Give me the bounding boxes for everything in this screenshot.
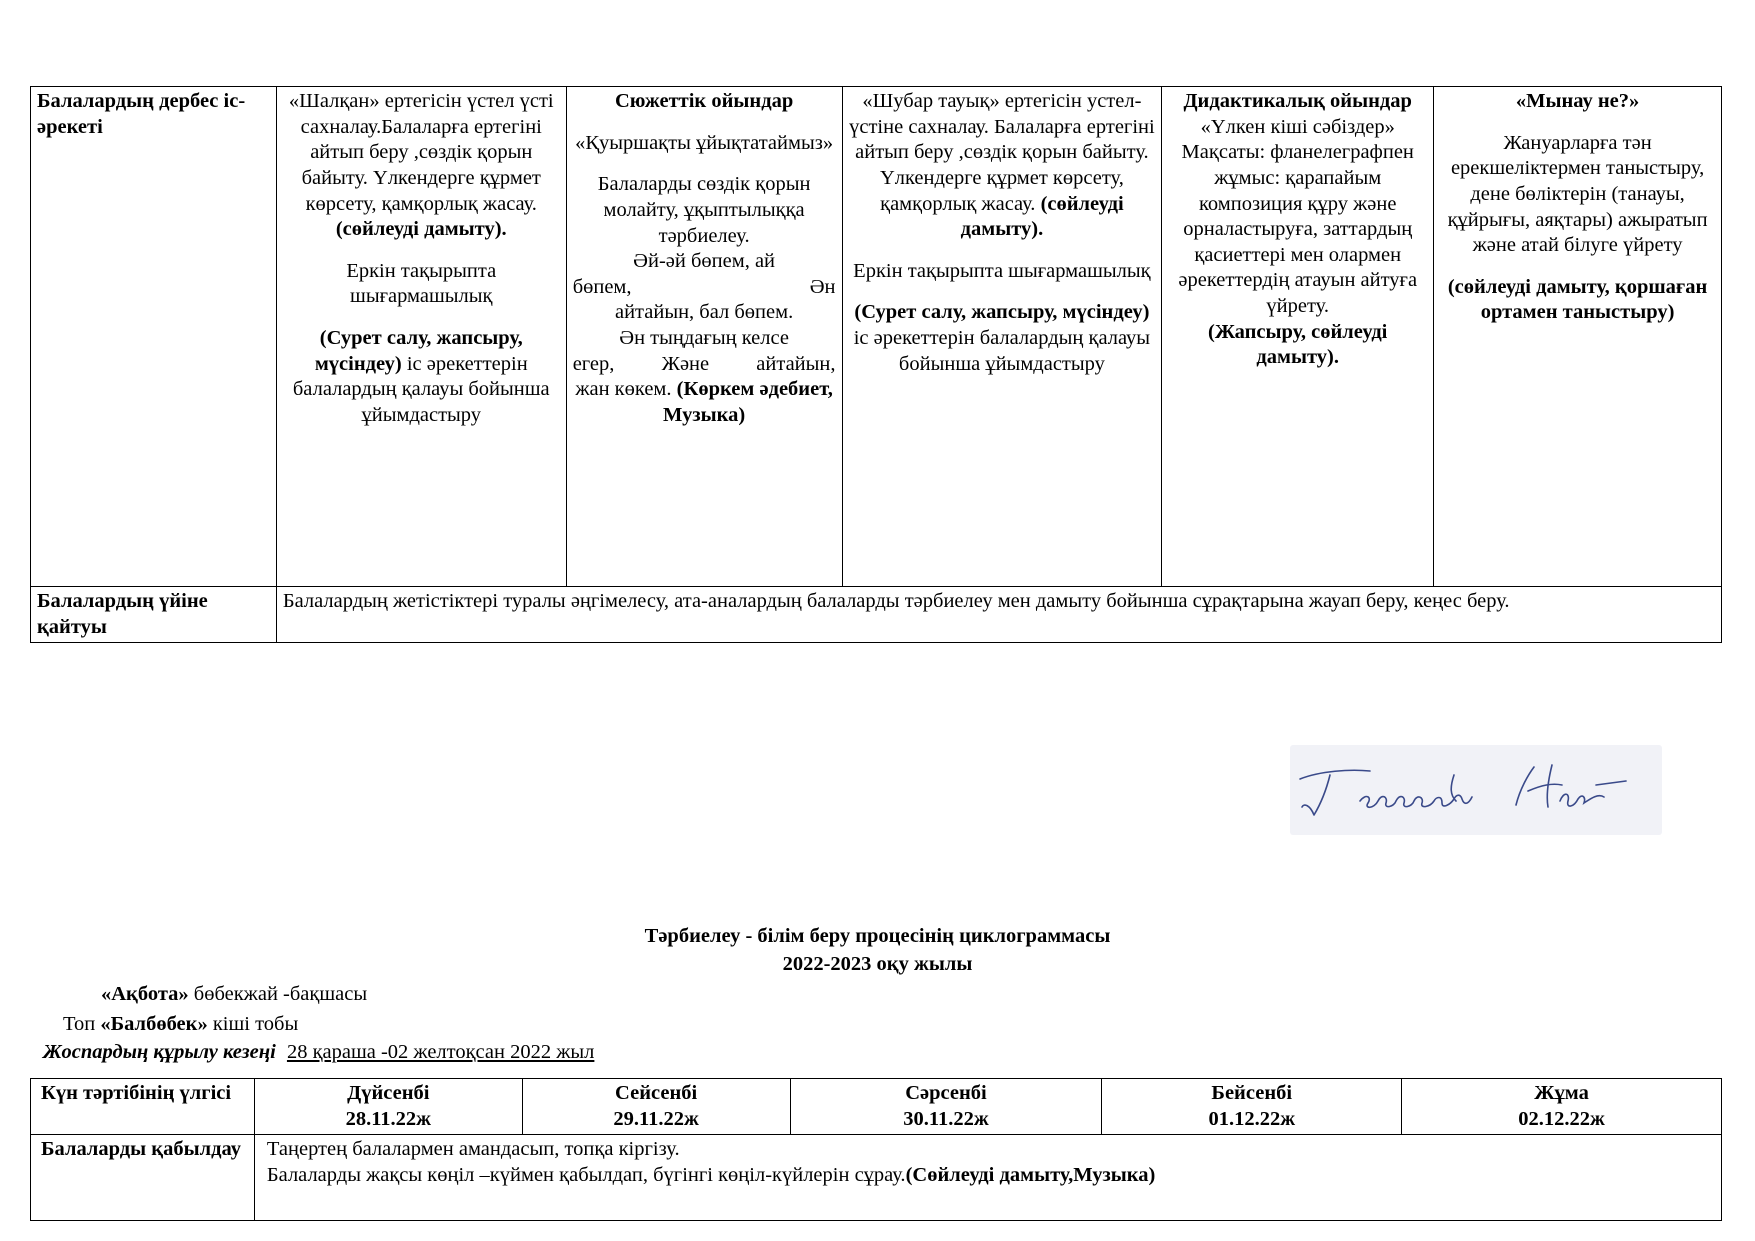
going-home-row (31, 587, 1722, 643)
group-suffix: кіші тобы (212, 1013, 299, 1035)
reception-line: Балаларды жақсы көңіл –күймен қабылдап, бүгінгі көңіл-күйлерін сұрау. (266, 1163, 906, 1186)
day-name: Сәрсенбі (905, 1082, 987, 1104)
activity-cell-4 (1162, 87, 1434, 587)
day-date: 01.12.22ж (1208, 1107, 1296, 1130)
activity-cell-1 (276, 87, 566, 587)
activity-text: іс әрекеттерін балалардың қалауы бойынша ұйымдастыру (853, 327, 1151, 375)
activity-text: «Шалқан» ертегісін үстел үсті сахналау.Балаларға ертегіні айтып беру ,сөздік қорын байыту. Үлкендерге құрмет көрсету, қамқорлық жасау. (288, 90, 554, 215)
activity-cell-5 (1434, 87, 1722, 587)
song-line: бөпем, (572, 275, 632, 298)
schedule-table (30, 1078, 1722, 1221)
signature-icon (1290, 745, 1662, 835)
period-line (43, 1040, 594, 1066)
activity-text: Еркін тақырыпта шығармашылық (346, 259, 497, 308)
independent-activity-row (31, 87, 1722, 587)
game-name: «Қуыршақты ұйықтатаймыз» (575, 131, 834, 154)
day-column-3 (790, 1079, 1102, 1135)
activity-title: Дидактикалық ойындар (1183, 90, 1412, 112)
day-column-4 (1102, 1079, 1402, 1135)
period-value: 28 қараша -02 желтоқсан 2022 жыл (286, 1041, 595, 1063)
reception-subject: (Сөйлеуді дамыту,Музыка) (905, 1163, 1156, 1186)
day-date: 28.11.22ж (345, 1107, 432, 1130)
activity-subject: (Көркем әдебиет, Музыка) (663, 378, 833, 426)
song-line: Әй-әй бөпем, ай (633, 250, 776, 273)
activity-cell-2 (566, 87, 842, 587)
song-line: егер, (572, 352, 615, 375)
activity-goal: Балаларды сөздік қорын молайту, ұқыптылыққа тәрбиелеу. (597, 173, 811, 247)
period-label: Жоспардың құрылу кезеңі (43, 1041, 276, 1063)
row-label-going-home: Балалардың үйіне қайтуы (31, 587, 277, 643)
reception-line: Таңертең балалармен амандасып, топқа кіргізу. (266, 1138, 680, 1161)
activity-title: «Мынау не?» (1515, 90, 1640, 112)
row-label-reception: Балаларды қабылдау (31, 1135, 255, 1221)
row-label-independent-activity: Балалардың дербес іс-әрекеті (31, 87, 277, 587)
day-date: 29.11.22ж (613, 1107, 699, 1130)
day-name: Бейсенбі (1211, 1082, 1293, 1104)
activity-subject: (сөйлеуді дамыту). (335, 218, 507, 241)
day-date: 30.11.22ж (903, 1107, 989, 1130)
activity-title: Сюжеттік ойындар (614, 90, 794, 112)
reception-row (31, 1135, 1722, 1221)
group-line (63, 1012, 298, 1038)
activity-subject: (сөйлеуді дамыту). (960, 192, 1124, 241)
activity-subject: (сөйлеуді дамыту, қоршаған ортамен таныстыру) (1447, 275, 1708, 324)
day-date: 02.12.22ж (1518, 1107, 1605, 1130)
activity-text: іс әрекеттерін балалардың қалауы бойынша ұйымдастыру (292, 352, 550, 426)
day-column-5 (1402, 1079, 1722, 1135)
activity-subject: (Сурет салу, жапсыру, мүсіндеу) (314, 327, 523, 375)
song-line: Ән (809, 275, 836, 298)
activity-text: Еркін тақырыпта шығармашылық (853, 259, 1151, 282)
schedule-header-row (31, 1079, 1722, 1135)
academic-year: 2022-2023 оқу жылы (782, 953, 973, 975)
song-line: айтайын, бал бөпем. (614, 301, 794, 324)
day-name: Сейсенбі (615, 1082, 698, 1104)
day-column-1 (254, 1079, 522, 1135)
song-line: Және айтайын, (661, 352, 836, 375)
activity-subject: (Жапсыру, сөйлеуді дамыту). (1208, 320, 1388, 369)
day-column-2 (522, 1079, 790, 1135)
activity-text: Жануарларға тән ерекшеліктермен таныстыру, дене бөліктерін (танауы, құйрығы, аяқтары) ажыратып және атай білуге үйрету (1447, 131, 1708, 257)
kindergarten-line (101, 982, 367, 1008)
reception-text (254, 1135, 1721, 1221)
song-line: жан көкем. (575, 378, 672, 401)
signature-stamp (1290, 745, 1662, 835)
kindergarten-suffix: бөбекжай -бақшасы (193, 983, 368, 1005)
activities-table (30, 86, 1722, 643)
going-home-text: Балалардың жетістіктері туралы әңгімелесу, ата-аналардың балаларды тәрбиелеу мен дамыту бойынша сұрақтарына жауап беру, кеңес беру. (276, 587, 1721, 643)
document-title: Тәрбиелеу - білім беру процесінің циклограммасы (644, 925, 1111, 947)
day-name: Дүйсенбі (347, 1082, 430, 1104)
activity-cell-3 (842, 87, 1162, 587)
kindergarten-name: «Ақбота» (101, 983, 189, 1005)
group-prefix: Топ (63, 1013, 96, 1035)
schedule-corner-label: Күн тәртібінің үлгісі (31, 1079, 255, 1135)
day-name: Жұма (1534, 1082, 1589, 1104)
group-name: «Балбөбек» (100, 1013, 208, 1035)
song-line: Ән тыңдағың келсе (619, 327, 789, 349)
activity-text: «Шубар тауық» ертегісін устел-үстіне сахналау. Балаларға ертегіні айтып беру ,сөздік қорын байыту. Үлкендерге құрмет көрсету, қамқорлық жасау. (849, 90, 1155, 215)
activity-subject: (Сурет салу, жапсыру, мүсіндеу) (854, 301, 1150, 324)
activity-text: «Үлкен кіші сәбіздер» Мақсаты: фланелеграфпен жұмыс: қарапайым композиция құру және орналастыруға, заттардың қасиеттері мен олармен әрекеттердің атауын айтуға үйрету. (1178, 115, 1418, 317)
